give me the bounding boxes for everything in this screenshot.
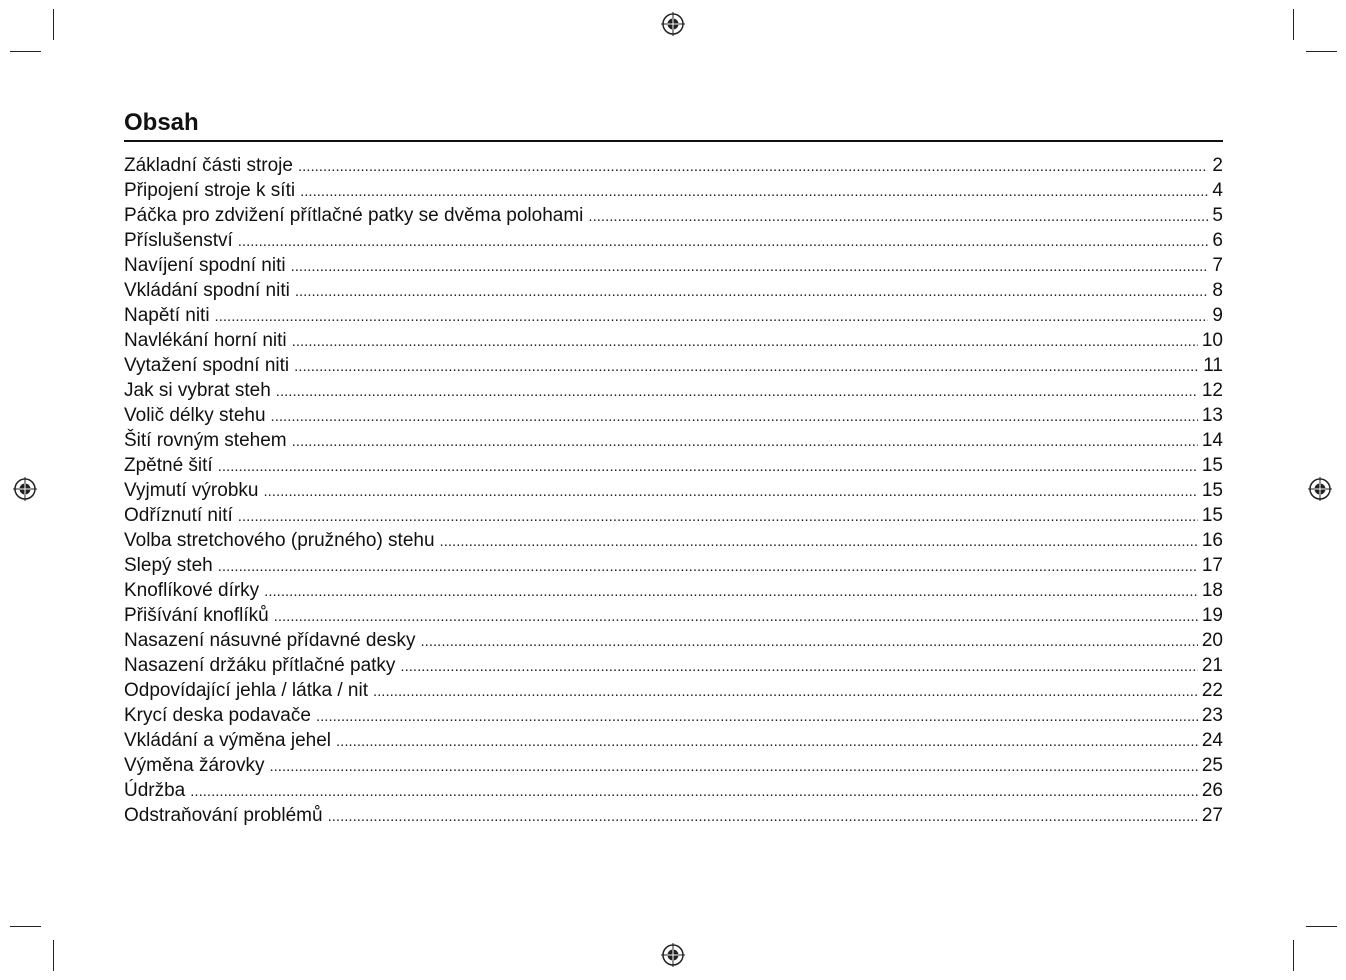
toc-entry-title: Nasazení násuvné přídavné desky	[124, 630, 416, 651]
crop-mark-bottom-left-h	[10, 926, 41, 927]
toc-entry[interactable]	[124, 803, 1223, 828]
toc-entry-title: Odpovídající jehla / látka / nit	[124, 680, 368, 701]
toc-entry[interactable]	[124, 228, 1223, 253]
toc-entry-page-number: 16	[1201, 530, 1223, 551]
toc-dot-leader	[298, 154, 1208, 178]
toc-dot-leader	[295, 279, 1209, 303]
toc-entry-page-number: 12	[1201, 380, 1223, 401]
toc-dot-leader	[190, 779, 1198, 803]
toc-entry-title: Vkládání spodní niti	[124, 280, 290, 301]
toc-entry-page-number: 19	[1201, 605, 1223, 626]
toc-entry-title: Páčka pro zdvižení přítlačné patky se dvěma polohami	[124, 205, 584, 226]
toc-dot-leader	[215, 304, 1209, 328]
registration-mark-icon-bottom	[661, 943, 685, 967]
toc-entry-page-number: 4	[1212, 180, 1223, 201]
toc-dot-leader	[238, 229, 1209, 253]
toc-entry[interactable]	[124, 353, 1223, 378]
toc-entry[interactable]	[124, 753, 1223, 778]
toc-entry-title: Příslušenství	[124, 230, 233, 251]
toc-entry[interactable]	[124, 328, 1223, 353]
crop-mark-bottom-left-v	[53, 940, 54, 971]
toc-dot-leader	[218, 454, 1198, 478]
toc-entry-page-number: 6	[1212, 230, 1223, 251]
toc-entry-title: Šití rovným stehem	[124, 430, 287, 451]
toc-entry[interactable]	[124, 278, 1223, 303]
toc-dot-leader	[269, 754, 1197, 778]
toc-dot-leader	[400, 654, 1197, 678]
toc-dot-leader	[264, 579, 1198, 603]
toc-entry[interactable]	[124, 453, 1223, 478]
toc-entry[interactable]	[124, 253, 1223, 278]
toc-entry-title: Napětí niti	[124, 305, 210, 326]
toc-entry-page-number: 11	[1203, 355, 1223, 376]
toc-entry-title: Jak si vybrat steh	[124, 380, 271, 401]
toc-entry[interactable]	[124, 403, 1223, 428]
toc-entry-title: Volba stretchového (pružného) stehu	[124, 530, 435, 551]
toc-dot-leader	[440, 529, 1198, 553]
toc-dot-leader	[588, 204, 1208, 228]
toc-entry[interactable]	[124, 478, 1223, 503]
registration-mark-icon-right	[1308, 477, 1332, 501]
toc-entry-title: Údržba	[124, 780, 186, 801]
toc-dot-leader	[238, 504, 1198, 528]
toc-entry-title: Odříznutí nití	[124, 505, 233, 526]
toc-entry-title: Výměna žárovky	[124, 755, 265, 776]
toc-entry[interactable]	[124, 578, 1223, 603]
toc-entry-title: Odstraňování problémů	[124, 805, 323, 826]
toc-entry[interactable]	[124, 503, 1223, 528]
toc-entry-page-number: 27	[1201, 805, 1223, 826]
toc-entry[interactable]	[124, 178, 1223, 203]
registration-mark-icon-top	[661, 12, 685, 36]
toc-dot-leader	[328, 804, 1198, 828]
toc-entry-page-number: 2	[1212, 155, 1223, 176]
toc-entry-page-number: 22	[1201, 680, 1223, 701]
toc-entry[interactable]	[124, 703, 1223, 728]
toc-entry-page-number: 15	[1201, 455, 1223, 476]
toc-dot-leader	[316, 704, 1198, 728]
toc-entry[interactable]	[124, 628, 1223, 653]
crop-mark-bottom-right-v	[1293, 940, 1294, 971]
toc-entry[interactable]	[124, 778, 1223, 803]
toc-entry[interactable]	[124, 428, 1223, 453]
toc-entry-title: Vytažení spodní niti	[124, 355, 290, 376]
toc-entry-title: Navíjení spodní niti	[124, 255, 286, 276]
toc-entry-page-number: 15	[1201, 505, 1223, 526]
toc-entry[interactable]	[124, 153, 1223, 178]
toc-entry-page-number: 7	[1212, 255, 1223, 276]
toc-entry[interactable]	[124, 203, 1223, 228]
toc-entry-page-number: 20	[1201, 630, 1223, 651]
crop-mark-top-left-v	[53, 9, 54, 40]
toc-entry-title: Volič délky stehu	[124, 405, 266, 426]
toc-entry-title: Krycí deska podavače	[124, 705, 311, 726]
toc-dot-leader	[276, 379, 1198, 403]
toc-dot-leader	[292, 429, 1198, 453]
toc-entry-title: Nasazení držáku přítlačné patky	[124, 655, 396, 676]
toc-entry[interactable]	[124, 528, 1223, 553]
toc-entry-title: Zpětné šití	[124, 455, 213, 476]
toc-entry[interactable]	[124, 728, 1223, 753]
toc-dot-leader	[373, 679, 1198, 703]
toc-entry-title: Slepý steh	[124, 555, 213, 576]
toc-entry-page-number: 21	[1201, 655, 1223, 676]
toc-entry[interactable]	[124, 553, 1223, 578]
crop-mark-bottom-right-h	[1306, 926, 1337, 927]
toc-entry[interactable]	[124, 378, 1223, 403]
toc-entry-page-number: 14	[1201, 430, 1223, 451]
toc-dot-leader	[271, 404, 1198, 428]
toc-entry[interactable]	[124, 678, 1223, 703]
toc-entry-title: Základní části stroje	[124, 155, 293, 176]
toc-entry-page-number: 9	[1212, 305, 1223, 326]
toc-entry-page-number: 25	[1201, 755, 1223, 776]
toc-dot-leader	[294, 354, 1199, 378]
table-of-contents	[124, 153, 1223, 828]
toc-dot-leader	[300, 179, 1208, 203]
registration-mark-icon-left	[13, 477, 37, 501]
toc-entry-title: Připojení stroje k síti	[124, 180, 296, 201]
toc-dot-leader	[218, 554, 1198, 578]
toc-entry-page-number: 18	[1201, 580, 1223, 601]
toc-entry-title: Vkládání a výměna jehel	[124, 730, 332, 751]
crop-mark-top-right-h	[1306, 51, 1337, 52]
toc-entry[interactable]	[124, 653, 1223, 678]
crop-mark-top-left-h	[10, 51, 41, 52]
toc-entry-page-number: 8	[1212, 280, 1223, 301]
toc-entry-page-number: 5	[1212, 205, 1223, 226]
page-title: Obsah	[124, 109, 199, 136]
toc-dot-leader	[292, 329, 1198, 353]
toc-dot-leader	[263, 479, 1197, 503]
toc-dot-leader	[291, 254, 1209, 278]
toc-dot-leader	[421, 629, 1198, 653]
toc-entry-page-number: 13	[1201, 405, 1223, 426]
toc-dot-leader	[274, 604, 1198, 628]
toc-entry-title: Vyjmutí výrobku	[124, 480, 259, 501]
toc-entry-title: Navlékání horní niti	[124, 330, 287, 351]
toc-entry-page-number: 10	[1201, 330, 1223, 351]
toc-entry-page-number: 26	[1201, 780, 1223, 801]
toc-entry-page-number: 17	[1201, 555, 1223, 576]
toc-entry-page-number: 23	[1201, 705, 1223, 726]
toc-entry-page-number: 24	[1201, 730, 1223, 751]
toc-entry-title: Knoflíkové dírky	[124, 580, 260, 601]
toc-entry-title: Přišívání knoflíků	[124, 605, 269, 626]
toc-dot-leader	[336, 729, 1198, 753]
crop-mark-top-right-v	[1293, 9, 1294, 40]
toc-entry[interactable]	[124, 603, 1223, 628]
toc-entry[interactable]	[124, 303, 1223, 328]
title-divider	[124, 140, 1223, 142]
toc-entry-page-number: 15	[1201, 480, 1223, 501]
